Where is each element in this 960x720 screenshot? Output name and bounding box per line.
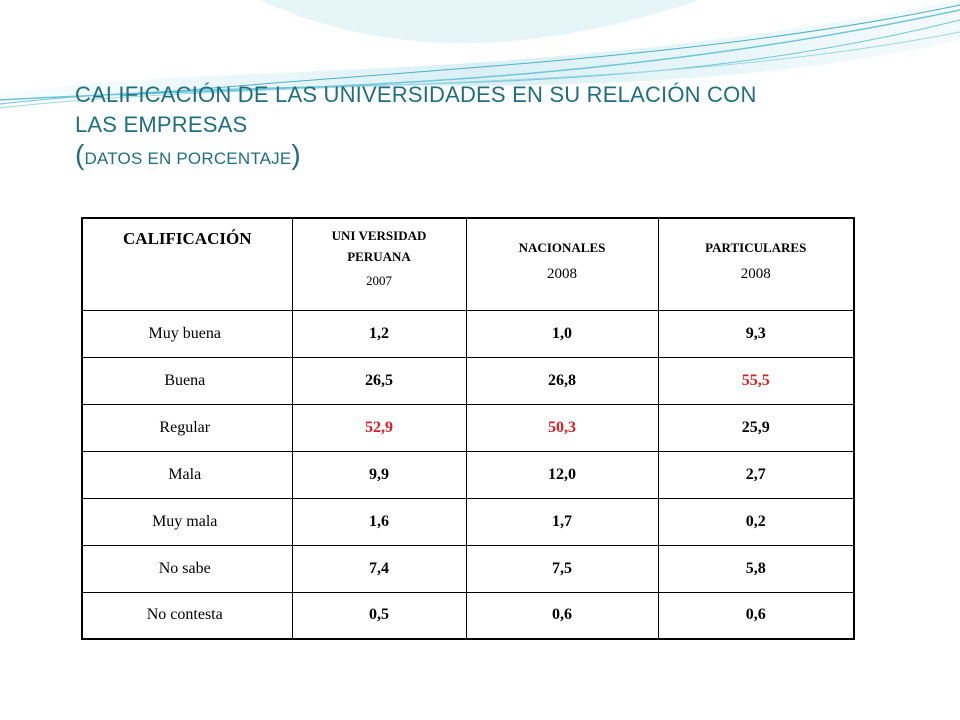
cell-particulares: 25,9 <box>658 404 854 451</box>
cell-particulares-highlight: 55,5 <box>658 357 854 404</box>
row-label: Muy buena <box>82 310 292 357</box>
header-particulares <box>658 218 854 310</box>
cell-particulares: 0,2 <box>658 498 854 545</box>
rating-table <box>81 217 855 640</box>
table-row <box>82 592 854 639</box>
subtitle-close-paren: ) <box>291 139 301 170</box>
subtitle-text: DATOS EN PORCENTAJE <box>84 149 292 168</box>
row-label: Regular <box>82 404 292 451</box>
title-subtitle <box>75 140 935 174</box>
cell-particulares: 9,3 <box>658 310 854 357</box>
header-calificacion: CALIFICACIÓN <box>82 218 292 310</box>
subtitle-open-paren: ( <box>75 139 85 170</box>
cell-universidad-peruana: 9,9 <box>292 451 466 498</box>
header-particulares-label: PARTICULARES <box>705 240 807 255</box>
row-label: Muy mala <box>82 498 292 545</box>
cell-particulares: 5,8 <box>658 545 854 592</box>
cell-nacionales: 7,5 <box>466 545 658 592</box>
header-universidad-peruana <box>292 218 466 310</box>
table-header-row <box>82 218 854 310</box>
header-nacionales-year: 2008 <box>547 266 577 282</box>
table-row <box>82 451 854 498</box>
cell-particulares: 0,6 <box>658 592 854 639</box>
cell-nacionales: 1,0 <box>466 310 658 357</box>
title-line-1: CALIFICACIÓN DE LAS UNIVERSIDADES EN SU RELACIÓN CON <box>75 82 757 107</box>
cell-universidad-peruana: 26,5 <box>292 357 466 404</box>
cell-universidad-peruana: 0,5 <box>292 592 466 639</box>
header-universidad-line2: PERUANA <box>347 249 411 264</box>
header-nacionales-label: NACIONALES <box>518 240 606 255</box>
row-label: No contesta <box>82 592 292 639</box>
table-row <box>82 404 854 451</box>
cell-universidad-peruana: 1,6 <box>292 498 466 545</box>
cell-nacionales: 26,8 <box>466 357 658 404</box>
title-line-2: LAS EMPRESAS <box>75 112 248 137</box>
cell-nacionales: 1,7 <box>466 498 658 545</box>
table-row <box>82 310 854 357</box>
cell-universidad-peruana: 1,2 <box>292 310 466 357</box>
header-particulares-year: 2008 <box>740 266 771 282</box>
cell-universidad-peruana: 7,4 <box>292 545 466 592</box>
cell-particulares: 2,7 <box>658 451 854 498</box>
header-universidad-year: 2007 <box>366 273 392 288</box>
cell-nacionales: 0,6 <box>466 592 658 639</box>
header-nacionales <box>466 218 658 310</box>
row-label: Mala <box>82 451 292 498</box>
row-label: No sabe <box>82 545 292 592</box>
table-row <box>82 357 854 404</box>
table-row <box>82 545 854 592</box>
slide-title <box>75 80 935 174</box>
cell-nacionales-highlight: 50,3 <box>466 404 658 451</box>
row-label: Buena <box>82 357 292 404</box>
table-row <box>82 498 854 545</box>
cell-nacionales: 12,0 <box>466 451 658 498</box>
header-universidad-line1: UNI VERSIDAD <box>331 228 427 243</box>
cell-universidad-peruana-highlight: 52,9 <box>292 404 466 451</box>
